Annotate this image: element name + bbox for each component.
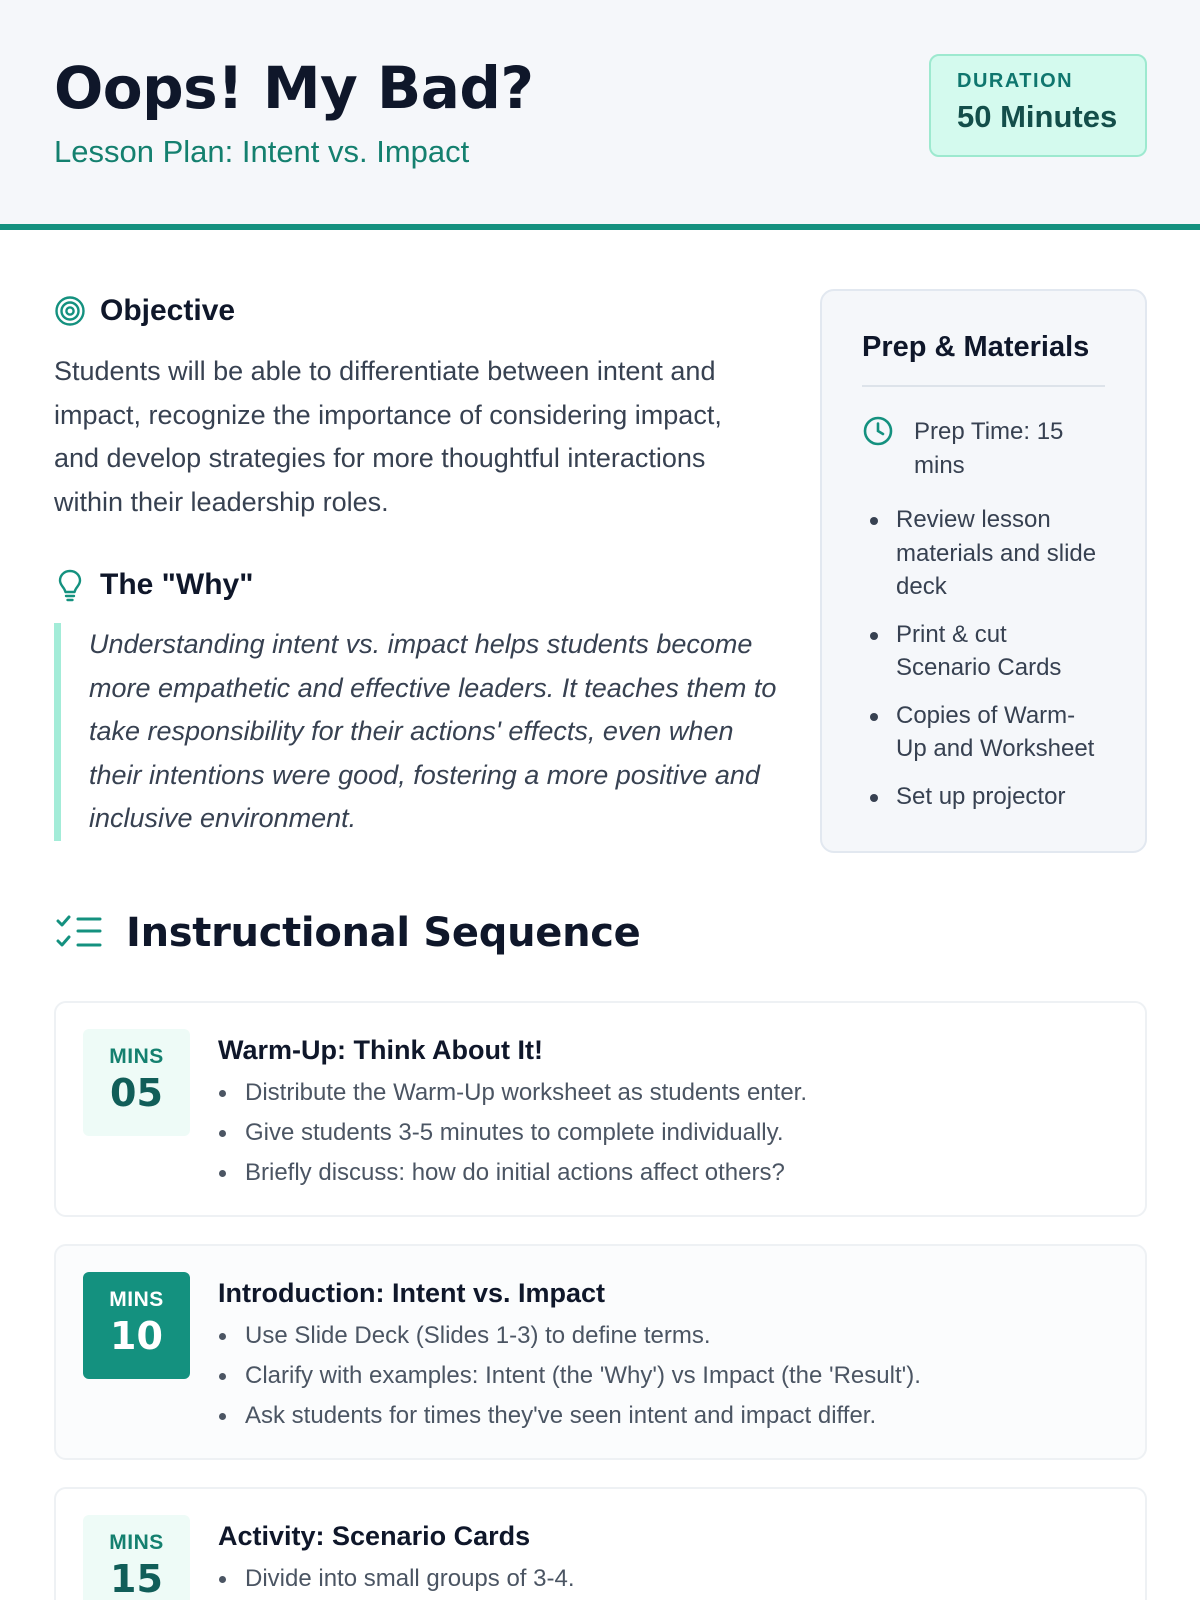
minutes-badge xyxy=(83,1515,190,1600)
page-subtitle: Lesson Plan: Intent vs. Impact xyxy=(54,134,470,169)
objective-text: Students will be able to differentiate between intent and impact, recognize the importance of considering impact, and develop strategies for more thoughtful interactions within their leadership roles. xyxy=(54,356,722,517)
minutes-label: MINS xyxy=(109,1288,164,1311)
prep-time xyxy=(862,415,1105,483)
minutes-value: 10 xyxy=(110,1314,163,1358)
checklist-icon xyxy=(56,913,102,953)
step-bullets xyxy=(218,1559,1125,1599)
minutes-badge xyxy=(83,1272,190,1379)
step-bullets xyxy=(218,1073,1125,1193)
clock-icon xyxy=(862,415,894,447)
step-title: Activity: Scenario Cards xyxy=(218,1521,531,1551)
prep-title: Prep & Materials xyxy=(862,331,1105,387)
list-item: Print & cut Scenario Cards xyxy=(862,618,1105,685)
materials-list xyxy=(862,503,1105,813)
duration-label: DURATION xyxy=(957,70,1074,92)
minutes-label: MINS xyxy=(109,1531,164,1554)
sequence-heading xyxy=(56,910,641,956)
duration-badge xyxy=(929,54,1147,157)
step-bullets xyxy=(218,1316,1125,1436)
minutes-value: 15 xyxy=(110,1557,163,1600)
prep-time-text: Prep Time: 15 mins xyxy=(914,418,1064,479)
objective-heading-label: Objective xyxy=(100,294,236,327)
minutes-badge xyxy=(83,1029,190,1136)
prep-materials-panel xyxy=(820,289,1147,853)
why-heading xyxy=(53,568,253,602)
step-title: Warm-Up: Think About It! xyxy=(218,1035,543,1065)
page-title: Oops! My Bad? xyxy=(54,54,534,122)
why-heading-label: The "Why" xyxy=(100,568,254,601)
list-item: Divide into small groups of 3-4. xyxy=(218,1559,1125,1599)
list-item: Copies of Warm-Up and Worksheet xyxy=(862,699,1105,766)
list-item: Clarify with examples: Intent (the 'Why') vs Impact (the 'Result'). xyxy=(218,1356,1125,1396)
lesson-header xyxy=(0,0,1200,230)
list-item: Distribute the Warm-Up worksheet as students enter. xyxy=(218,1073,1125,1113)
list-item: Give students 3-5 minutes to complete individually. xyxy=(218,1113,1125,1153)
list-item: Set up projector xyxy=(862,780,1105,814)
step-title: Introduction: Intent vs. Impact xyxy=(218,1278,606,1308)
duration-value: 50 Minutes xyxy=(957,99,1118,134)
objective-heading xyxy=(53,294,235,328)
list-item: Review lesson materials and slide deck xyxy=(862,503,1105,604)
why-quote: Understanding intent vs. impact helps students become more empathetic and effective leaders. It teaches them to take responsibility for their actions' effects, even when their intentions were good, fostering a more positive and inclusive environment. xyxy=(54,623,779,841)
sequence-step-card xyxy=(54,1487,1147,1600)
minutes-label: MINS xyxy=(109,1045,164,1068)
sequence-heading-label: Instructional Sequence xyxy=(126,910,641,956)
target-icon xyxy=(53,294,87,328)
sequence-step-card xyxy=(54,1244,1147,1460)
sequence-step-card xyxy=(54,1001,1147,1217)
minutes-value: 05 xyxy=(110,1071,163,1115)
lightbulb-icon xyxy=(53,568,87,602)
list-item: Use Slide Deck (Slides 1-3) to define terms. xyxy=(218,1316,1125,1356)
list-item: Briefly discuss: how do initial actions affect others? xyxy=(218,1153,1125,1193)
list-item: Ask students for times they've seen intent and impact differ. xyxy=(218,1396,1125,1436)
